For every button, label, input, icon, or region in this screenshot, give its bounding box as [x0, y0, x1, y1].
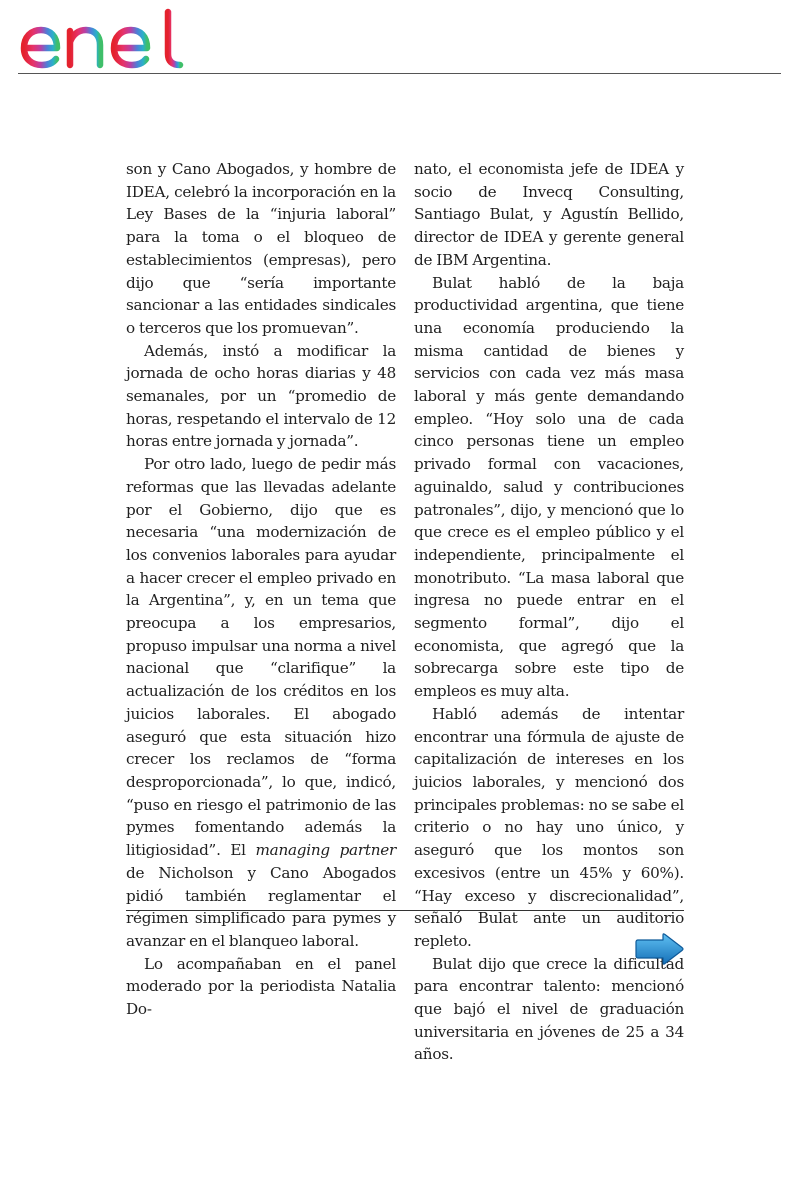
header-divider [18, 73, 781, 74]
article-paragraph: Lo acompañaban en el panel moderado por la periodista Natalia Do- [126, 954, 396, 1019]
article-paragraph: Además, instó a modificar la jornada de ocho horas diarias y 48 semanales, por un “promedio de horas, respetando el intervalo de 12 horas entre jornada y jornada”. [126, 341, 396, 451]
paragraph-text: Por otro lado, luego de pedir más reformas que las llevadas adelante por el Gobierno, dijo que es necesaria “una modernización de los convenios laborales para ayudar a hacer crecer el empleo privado en la Argentina”, y, en un tema que preocupa a los empresarios, propuso impulsar una norma a nivel nacional que “clarifique” la actualización de los créditos en los juicios laborales. El abogado aseguró que esta situación hizo crecer los reclamos de “forma desproporcionada”, lo que, indicó, “puso en riesgo el patrimonio de las pymes fomentando además la litigiosidad”. El [126, 455, 396, 860]
article-paragraph [126, 453, 396, 952]
article-paragraph: Bulat dijo que crece la dificultad para encontrar talento: mencionó que bajó el nivel de graduación universitaria en jóvenes de 25 a 34 años. [414, 954, 684, 1064]
paragraph-text: de Nicholson y Cano Abogados pidió también reglamentar el régimen simplificado para pymes y avanzar en el blanqueo laboral. [126, 863, 396, 950]
article-column-right [414, 158, 684, 1064]
article-body [126, 158, 684, 1064]
article-paragraph: nato, el economista jefe de IDEA y socio de Invecq Consulting, Santiago Bulat, y Agustín Bellido, director de IDEA y gerente general de IBM Argentina. [414, 160, 684, 269]
arrow-shape[interactable] [636, 934, 683, 964]
enel-logo [18, 4, 198, 70]
article-column-left [126, 158, 396, 1019]
logo-text: enel [18, 4, 21, 5]
italic-term: managing partner [255, 841, 396, 860]
article-paragraph: son y Cano Abogados, y hombre de IDEA, celebró la incorporación en la Ley Bases de la “injuria laboral” para la toma o el bloqueo de establecimientos (empresas), pero dijo que “sería importante sancionar a las entidades sindicales o terceros que los promuevan”. [126, 160, 396, 337]
article-paragraph: Habló además de intentar encontrar una fórmula de ajuste de capitalización de intereses en los juicios laborales, y mencionó dos principales problemas: no se sabe el criterio o no hay uno único, y aseguró que los montos son excesivos (entre un 45% y 60%). “Hay exceso y discrecionalidad”, señaló Bulat ante un auditorio repleto. [414, 704, 684, 950]
article-paragraph: Bulat habló de la baja productividad argentina, que tiene una economía produciendo la misma cantidad de bienes y servicios con cada vez más masa laboral y más gente demandando empleo. “Hoy solo una de cada cinco personas tiene un empleo privado formal con vacaciones, aguinaldo, salud y contribuciones patronales”, dijo, y mencionó que lo que crece es el empleo público y el independiente, principalmente el monotributo. “La masa laboral que ingresa no puede entrar en el segmento formal”, dijo el economista, que agregó que la sobrecarga sobre este tipo de empleos es muy alta. [414, 273, 684, 701]
article-end-divider [126, 910, 684, 911]
arrow-right-icon[interactable] [633, 932, 685, 966]
